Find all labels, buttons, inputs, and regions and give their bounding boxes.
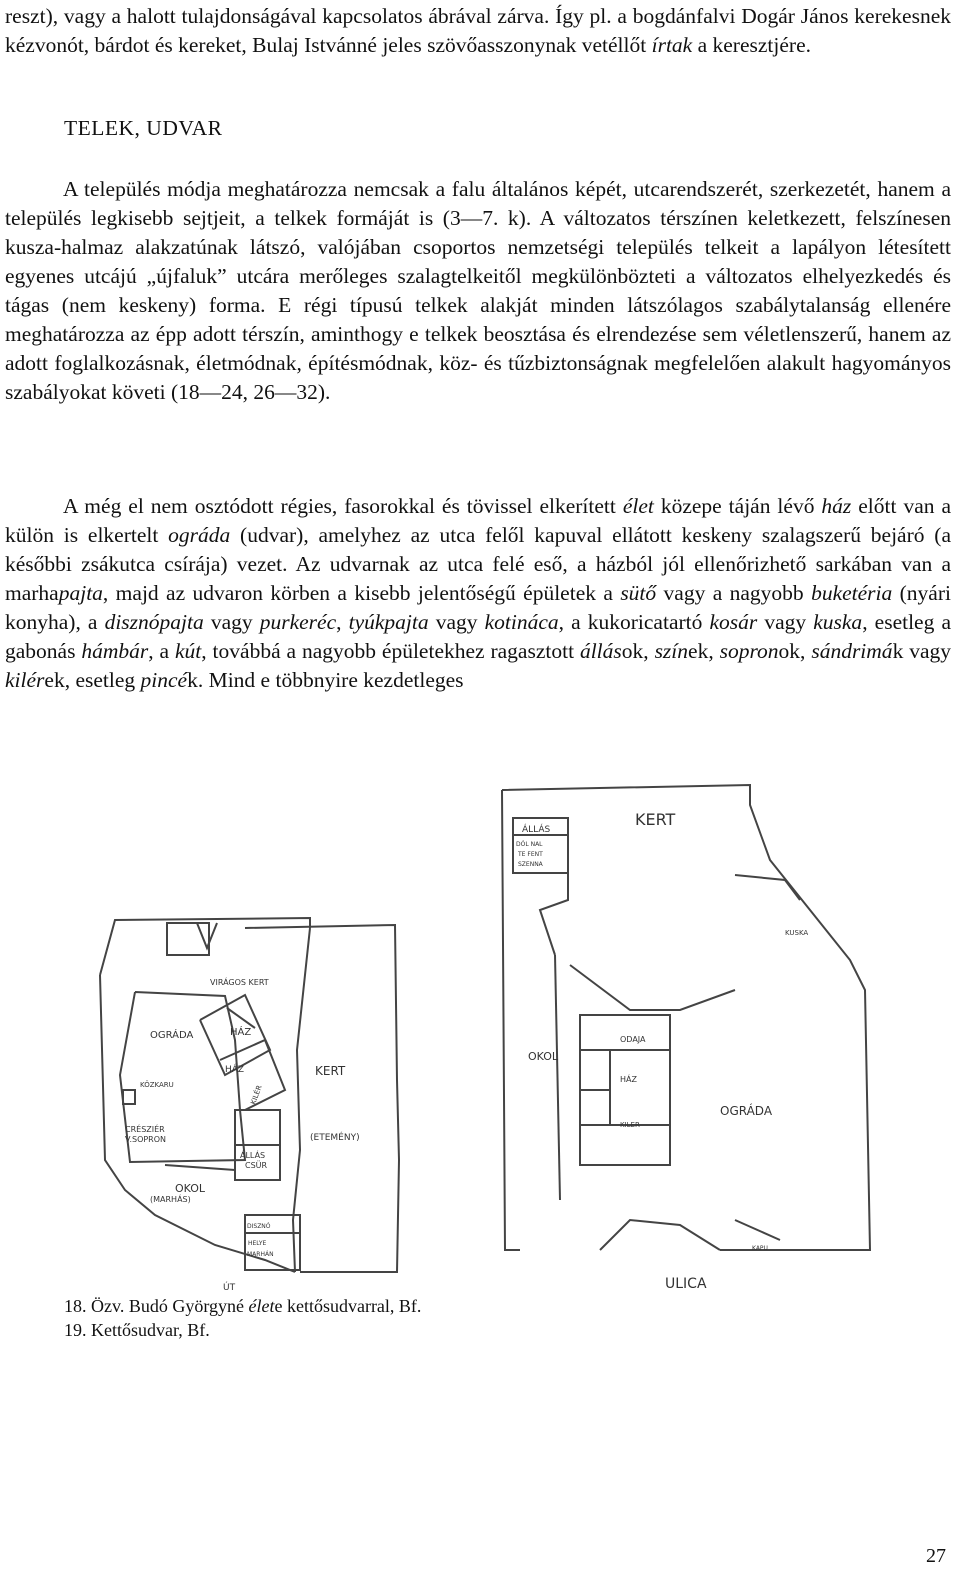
- italic-term: szín: [654, 639, 689, 663]
- fig18-label-okol: OKOL: [175, 1182, 206, 1195]
- fig18-label-haz1: HÁZ: [230, 1027, 252, 1038]
- figure-18-drawing: [95, 900, 425, 1295]
- page-number: 27: [926, 1545, 946, 1567]
- fig19-label-kert: KERT: [635, 810, 676, 829]
- text-run: ek, esetleg: [44, 668, 141, 692]
- text-run: (nyári konyha), a: [5, 581, 951, 634]
- italic-term: élet: [248, 1296, 275, 1316]
- fig18-label-ut: ÚT: [223, 1283, 236, 1293]
- fig18-label-kiler: KILÉR: [249, 1084, 264, 1106]
- fig18-label-csur: CSÜR: [245, 1161, 268, 1170]
- italic-term: tyúkpajta: [348, 610, 429, 634]
- fig18-label-kozkaru: KÖZKARU: [140, 1081, 174, 1089]
- fig18-label-marhas: (MARHÁS): [150, 1195, 191, 1204]
- figure-18-caption: [64, 1294, 421, 1318]
- fig19-label-allas-sub2: TE FENT: [518, 851, 543, 858]
- text-run: e kettősudvarral, Bf.: [274, 1296, 422, 1316]
- fig19-label-allas: ÁLLÁS: [522, 825, 551, 835]
- text-run: ok,: [778, 639, 812, 663]
- text-run: (udvar), amelyhez az utca felől kapuval ellátott keskeny szalagszerű bejáró (a későbbi zsákutca csírája) vezet. Az udvarnak az utca felé eső, a házból jól ellenőrizhető sarkában van a marha: [5, 523, 951, 605]
- fig18-label-viragoskert: VIRÁGOS KERT: [210, 978, 269, 987]
- italic-term: kotináca: [484, 610, 559, 634]
- italic-term: ház: [821, 494, 852, 518]
- section-heading: TELEK, UDVAR: [64, 116, 223, 140]
- fig18-label-creszier: CRÉSZIÉR: [125, 1125, 165, 1134]
- fig18-label-haz2: HÁZ: [225, 1065, 245, 1075]
- figure-19-caption: [64, 1318, 210, 1342]
- fig18-label-sopron: V.SOPRON: [125, 1135, 167, 1144]
- fig18-label-allas: ÁLLÁS: [240, 1151, 266, 1160]
- text-run: reszt), vagy a halott tulajdonságával kapcsolatos ábrával zárva. Így pl. a bogdánfalvi Dogár János kerekesnek kézvonót, bárdot és kereket, Bulaj Istvánné jeles szövőasszonynak vetéllőt: [5, 4, 951, 57]
- text-run: 18. Özv. Budó Györgyné: [64, 1296, 249, 1316]
- fig18-label-disznopajta: DISZNÓ: [247, 1223, 271, 1230]
- text-run: A település módja meghatározza nemcsak a falu általános képét, utcarendszerét, szerkezetét, hanem a település legkisebb sejtjeit, a telkek formáját is (3—7. k). A változatos térszínen keletkezett, felszínesen kusza-halmaz alakzatúnak látszó, valójában csoportos nemzetségi település telkeit a lapályon létesített egyenes utcájú „újfaluk” utcára merőleges szalagtelkeitől megkülönbözteti a változatos elhelyezkedés és tágas (nem keskeny) forma. E régi típusú telkek alakját minden látszólagos szabálytalanság ellenére meghatározza az épp adott térszín, aminthogy e telkek beosztása és elrendezése sem véletlenszerű, hanem az adott foglalkozásnak, életmódnak, építésmódnak, köz- és tűzbiztonságnak megfelelően alakult hagyományos szabályokat követi (18—24, 26—32).: [5, 177, 951, 404]
- fig19-label-haz: HÁZ: [620, 1075, 637, 1084]
- figure-18-plan: [95, 900, 425, 1295]
- figure-19-plan: [480, 780, 880, 1295]
- fig18-label-kert: KERT: [315, 1064, 346, 1078]
- fig19-label-kiler: KILER: [620, 1121, 640, 1129]
- italic-term: kuska: [813, 610, 863, 634]
- italic-term: írtak: [651, 33, 693, 57]
- italic-term: kilér: [5, 668, 45, 692]
- fig18-label-helye: HELYE: [248, 1240, 267, 1247]
- fig19-label-allas-sub1: DÓL NAL: [516, 841, 543, 848]
- figure-19-drawing: [480, 780, 880, 1295]
- text-run: ,: [336, 610, 349, 634]
- italic-term: ográda: [168, 523, 231, 547]
- text-run: k vagy: [892, 639, 952, 663]
- text-run: ok,: [621, 639, 655, 663]
- text-run: k. Mind e többnyire kezdetleges: [187, 668, 464, 692]
- text-run: a keresztjére.: [692, 33, 811, 57]
- text-run: közepe táján lévő: [653, 494, 822, 518]
- italic-term: kút: [175, 639, 202, 663]
- fig18-label-marhan: MARHÁN: [247, 1251, 274, 1258]
- text-run: , továbbá a nagyobb épületekhez ragasztott: [201, 639, 580, 663]
- fig18-label-ograda: OGRÁDA: [150, 1030, 194, 1041]
- fig19-label-allas-sub3: SZENNA: [518, 861, 543, 868]
- italic-term: hámbár: [81, 639, 149, 663]
- text-run: vagy: [757, 610, 814, 634]
- text-run: A még el nem osztódott régies, fasorokkal és tövissel elkerített: [63, 494, 623, 518]
- fig19-label-kuska: KUSKA: [785, 929, 809, 937]
- text-run: vagy a nagyobb: [656, 581, 812, 605]
- text-run: vagy: [428, 610, 485, 634]
- italic-term: disznópajta: [104, 610, 204, 634]
- text-run: , majd az udvaron körben a kisebb jelentőségű épületek a: [102, 581, 621, 605]
- italic-term: pajta: [58, 581, 103, 605]
- fig19-label-ograda: OGRÁDA: [720, 1104, 773, 1118]
- italic-term: pincé: [140, 668, 188, 692]
- italic-term: sütő: [620, 581, 657, 605]
- text-run: , a kukoricatartó: [558, 610, 710, 634]
- text-run: ek,: [688, 639, 720, 663]
- fig19-label-kapu: KAPU: [752, 1245, 768, 1252]
- paragraph-yard: [5, 492, 951, 695]
- italic-term: purkeréc: [259, 610, 337, 634]
- italic-term: állás: [579, 639, 622, 663]
- fig18-label-eteny: (ETEMÉNY): [310, 1133, 360, 1143]
- paragraph-intro: [5, 2, 951, 60]
- text-run: előtt van a külön is elkertelt: [5, 494, 951, 547]
- italic-term: kosár: [709, 610, 758, 634]
- text-run: , esetleg a gabonás: [5, 610, 951, 663]
- italic-term: sándrimá: [811, 639, 893, 663]
- text-run: vagy: [203, 610, 260, 634]
- fig19-label-ulica: ULICA: [665, 1276, 707, 1292]
- italic-term: élet: [622, 494, 654, 518]
- paragraph-settlement: [5, 175, 951, 407]
- fig19-label-odaja: ODAJA: [620, 1035, 646, 1044]
- text-run: 19. Kettősudvar, Bf.: [64, 1320, 210, 1340]
- text-run: , a: [148, 639, 175, 663]
- italic-term: buketéria: [811, 581, 893, 605]
- italic-term: sopron: [719, 639, 779, 663]
- fig19-label-okol: OKOL: [528, 1050, 559, 1063]
